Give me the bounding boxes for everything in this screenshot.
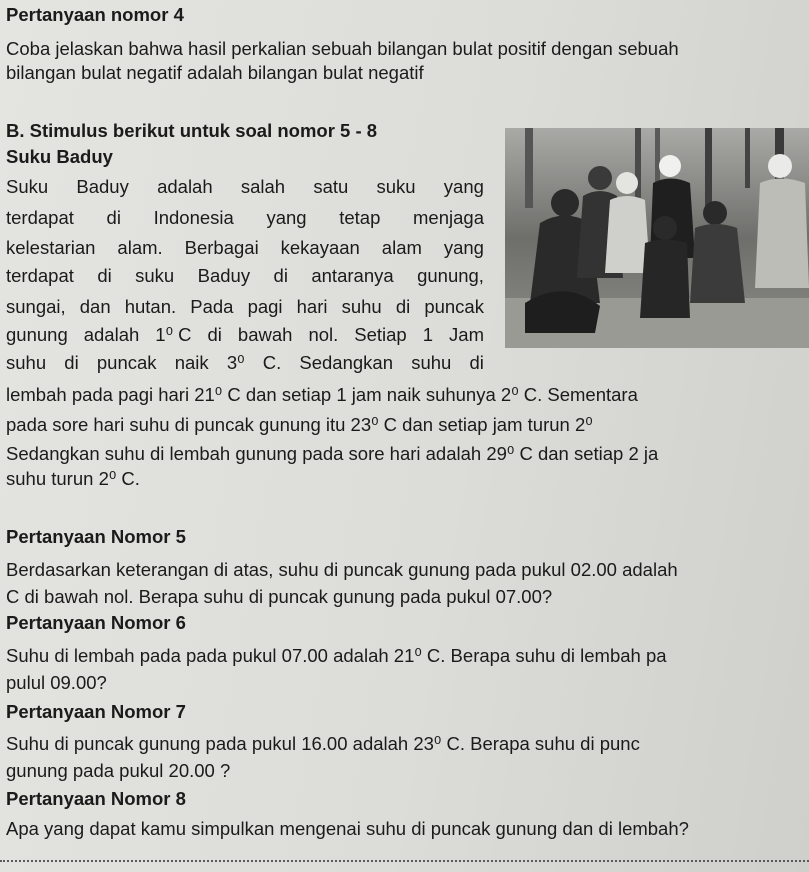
stimulus-word: Indonesia <box>153 207 234 228</box>
stimulus-word: di <box>106 207 121 228</box>
answer-dotted-line <box>0 860 809 862</box>
stimulus-word: di <box>469 352 484 373</box>
baduy-photo <box>505 128 809 348</box>
stimulus-line-6 <box>6 324 484 346</box>
stimulus-word: terdapat <box>6 265 74 286</box>
stimulus-word: di <box>395 296 411 317</box>
stimulus-word: nol. <box>308 324 339 345</box>
q6-line-2: pulul 09.00? <box>6 672 107 693</box>
stimulus-word: alam. <box>117 237 163 258</box>
stimulus-word: menjaga <box>413 207 484 228</box>
stimulus-line-11: suhu turun 2⁰ C. <box>6 468 140 489</box>
q6-heading: Pertanyaan Nomor 6 <box>6 612 186 633</box>
stimulus-word: di <box>207 324 222 345</box>
stimulus-word: C. <box>262 352 282 373</box>
stimulus-word: sungai, <box>6 296 66 317</box>
stimulus-word: terdapat <box>6 207 74 228</box>
stimulus-word: yang <box>443 237 484 258</box>
stimulus-word: antaranya <box>311 265 394 286</box>
q7-line-2: gunung pada pukul 20.00 ? <box>6 760 231 781</box>
section-b-heading: B. Stimulus berikut untuk soal nomor 5 - 8 <box>6 120 378 141</box>
stimulus-word: dan <box>79 296 111 317</box>
stimulus-word: naik <box>174 352 209 373</box>
stimulus-line-9: pada sore hari suhu di puncak gunung itu 23⁰ C dan setiap jam turun 2⁰ <box>6 414 593 435</box>
stimulus-line-8: lembah pada pagi hari 21⁰ C dan setiap 1 jam naik suhunya 2⁰ C. Sementara <box>6 384 638 405</box>
stimulus-word: gunung <box>6 324 68 345</box>
stimulus-word: yang <box>266 207 307 228</box>
q6-line-1: Suhu di lembah pada pada pukul 07.00 adalah 21⁰ C. Berapa suhu di lembah pa <box>6 645 667 666</box>
stimulus-word: hutan. <box>124 296 177 317</box>
stimulus-line-10: Sedangkan suhu di lembah gunung pada sore hari adalah 29⁰ C dan setiap 2 ja <box>6 443 659 464</box>
stimulus-word: puncak <box>424 296 484 317</box>
stimulus-word: di <box>97 265 112 286</box>
baduy-photo-image <box>505 128 809 348</box>
stimulus-word: yang <box>443 176 484 197</box>
stimulus-word: tetap <box>339 207 381 228</box>
stimulus-word: suku <box>135 265 175 286</box>
stimulus-word: Berbagai <box>184 237 259 258</box>
q7-heading: Pertanyaan Nomor 7 <box>6 701 186 722</box>
stimulus-word: Sedangkan <box>299 352 394 373</box>
stimulus-word: adalah <box>83 324 140 345</box>
stimulus-word: pagi <box>247 296 283 317</box>
q4-line-2: bilangan bulat negatif adalah bilangan bulat negatif <box>6 62 424 83</box>
q8-heading: Pertanyaan Nomor 8 <box>6 788 186 809</box>
stimulus-word: suhu <box>341 296 382 317</box>
stimulus-word: satu <box>313 176 349 197</box>
q5-line-2: C di bawah nol. Berapa suhu di puncak gunung pada pukul 07.00? <box>6 586 553 607</box>
stimulus-word: 3⁰ <box>226 352 245 373</box>
stimulus-word: di <box>64 352 79 373</box>
stimulus-word: alam <box>381 237 422 258</box>
stimulus-line-4 <box>6 265 484 287</box>
stimulus-line-7 <box>6 352 484 374</box>
q4-line-1: Coba jelaskan bahwa hasil perkalian sebuah bilangan bulat positif dengan sebuah <box>6 38 679 59</box>
stimulus-word: kelestarian <box>6 237 96 258</box>
stimulus-word: 1 <box>422 324 434 345</box>
stimulus-line-2 <box>6 207 484 229</box>
stimulus-word: 1⁰ C <box>155 324 192 345</box>
stimulus-word: suhu <box>411 352 452 373</box>
q7-line-1: Suhu di puncak gunung pada pukul 16.00 adalah 23⁰ C. Berapa suhu di punc <box>6 733 640 754</box>
q8-line-1: Apa yang dapat kamu simpulkan mengenai suhu di puncak gunung dan di lembah? <box>6 818 689 839</box>
stimulus-word: Baduy <box>76 176 129 197</box>
stimulus-word: Suku <box>6 176 49 197</box>
stimulus-word: Baduy <box>197 265 251 286</box>
q5-heading: Pertanyaan Nomor 5 <box>6 526 186 547</box>
q4-heading: Pertanyaan nomor 4 <box>6 4 184 25</box>
stimulus-line-5 <box>6 296 484 318</box>
stimulus-line-3 <box>6 237 484 259</box>
stimulus-word: adalah <box>157 176 213 197</box>
stimulus-word: bawah <box>237 324 293 345</box>
stimulus-word: di <box>273 265 288 286</box>
stimulus-word: puncak <box>96 352 157 373</box>
section-b-subheading: Suku Baduy <box>6 146 113 167</box>
stimulus-word: gunung, <box>417 265 484 286</box>
q5-line-1: Berdasarkan keterangan di atas, suhu di puncak gunung pada pukul 02.00 adalah <box>6 559 678 580</box>
stimulus-word: Jam <box>449 324 484 345</box>
stimulus-word: suhu <box>6 352 47 373</box>
stimulus-word: suku <box>376 176 416 197</box>
stimulus-word: hari <box>296 296 328 317</box>
stimulus-line-1 <box>6 176 484 198</box>
stimulus-word: Setiap <box>354 324 407 345</box>
stimulus-word: salah <box>240 176 286 197</box>
stimulus-word: Pada <box>190 296 234 317</box>
stimulus-word: kekayaan <box>280 237 360 258</box>
